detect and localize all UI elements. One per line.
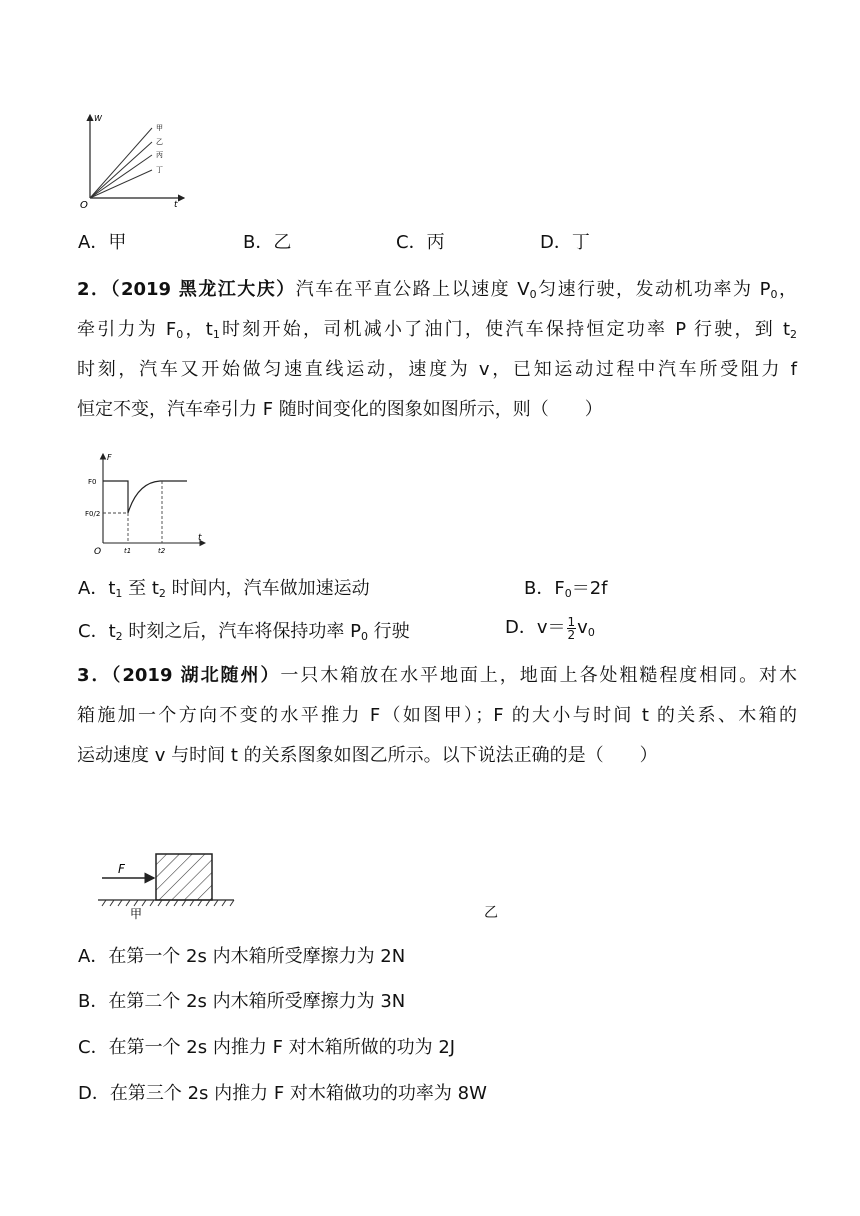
q3-stem <box>77 656 797 776</box>
q1-label-yi: 乙 <box>156 138 163 146</box>
q2-x-label: t <box>198 533 202 543</box>
q2-text: 匀速行驶，发动机功率为 P <box>536 279 771 300</box>
fig-jia-caption: 甲 <box>130 907 143 921</box>
q3-number: 3． <box>77 665 112 686</box>
q2-text: 汽车在平直公路上以速度 V <box>295 279 530 300</box>
q1-line-ding <box>90 170 152 198</box>
q2-opt-text: D．v＝ <box>505 617 566 638</box>
q1-y-label: W <box>94 114 102 123</box>
q1-x-label: t <box>174 200 178 210</box>
q3-force-time-chart <box>278 790 478 915</box>
q1-label-ding: 丁 <box>156 166 163 174</box>
q3-stem-line-2: 箱施加一个方向不变的水平推力 F（如图甲）；F 的大小与时间 t 的关系、木箱的 <box>77 705 797 726</box>
q1-origin: O <box>80 200 88 211</box>
q1-option-b[interactable]: B．乙 <box>243 232 292 253</box>
q2-opt-text: ＝2f <box>571 578 608 599</box>
q2-sub: 1 <box>212 328 220 341</box>
q2-opt-text: 至 t <box>122 578 159 599</box>
q2-opt-sub: 1 <box>115 587 123 600</box>
q3-source: （2019 湖北随州） <box>111 665 281 686</box>
q2-fraction <box>567 616 577 641</box>
q1-label-jia: 甲 <box>156 124 163 132</box>
q3-option-d[interactable]: D．在第三个 2s 内推力 F 对木箱做功的功率为 8W <box>78 1083 487 1104</box>
q1-line-bing <box>90 155 152 198</box>
q3-stem-line-3: 运动速度 v 与时间 t 的关系图象如图乙所示。以下说法正确的是（ ） <box>77 745 658 766</box>
q2-stem-line-2 <box>77 310 797 350</box>
q2-tick-t2: t2 <box>158 547 166 555</box>
q2-ft-graph <box>85 450 208 557</box>
q2-tick-t1: t1 <box>124 547 132 555</box>
q2-text: ， <box>777 279 797 300</box>
q3-option-c[interactable]: C．在第一个 2s 内推力 F 对木箱所做的功为 2J <box>78 1037 456 1058</box>
q3-velocity-time-chart <box>515 790 715 915</box>
q2-y-label: F <box>107 453 112 462</box>
q2-option-a[interactable] <box>78 574 370 600</box>
q2-source: （2019 黑龙江大庆） <box>110 279 296 300</box>
q2-opt-sub: 2 <box>158 587 166 600</box>
q2-opt-sub: 0 <box>587 626 595 639</box>
q1-option-d[interactable]: D．丁 <box>540 232 590 253</box>
q2-force-curve <box>103 481 187 513</box>
q1-line-yi <box>90 142 152 198</box>
q2-text: 牵引力为 F <box>77 319 177 340</box>
q2-option-b[interactable] <box>524 574 608 600</box>
force-label: F <box>118 862 125 876</box>
q3-text: 一只木箱放在水平地面上，地面上各处粗糙程度相同。对木 <box>280 665 798 686</box>
q2-sub: 0 <box>176 328 184 341</box>
q2-sub: 0 <box>529 288 537 301</box>
q1-option-a[interactable]: A．甲 <box>78 232 127 253</box>
q1-label-bing: 丙 <box>156 151 163 159</box>
wooden-box <box>156 854 212 900</box>
q2-opt-text: v <box>577 617 588 638</box>
q2-opt-text: A．t <box>78 578 116 599</box>
q2-origin: O <box>94 547 102 557</box>
q2-option-d[interactable] <box>505 613 595 641</box>
q2-stem-line-4: 恒定不变，汽车牵引力 F 随时间变化的图象如图所示，则（ ） <box>77 399 603 420</box>
q2-frac-num: 1 <box>567 614 576 629</box>
q3-option-a[interactable]: A．在第一个 2s 内木箱所受摩擦力为 2N <box>78 946 406 967</box>
q2-opt-sub: 2 <box>115 630 123 643</box>
q1-line-jia <box>90 128 152 198</box>
q1-wt-graph <box>80 110 190 210</box>
q3-stem-line-1 <box>77 656 797 696</box>
q2-stem <box>77 270 797 430</box>
q2-opt-text: B．F <box>524 578 565 599</box>
q2-opt-text: 时刻之后，汽车将保持功率 P <box>122 621 361 642</box>
q2-opt-sub: 0 <box>360 630 368 643</box>
q2-stem-line-1 <box>77 270 797 310</box>
q3-box-figure <box>96 848 236 920</box>
q1-option-c[interactable]: C．丙 <box>396 232 445 253</box>
q2-tick-f0: F0 <box>88 478 97 486</box>
q2-option-c[interactable] <box>78 617 410 643</box>
q2-number: 2． <box>77 279 111 300</box>
q2-opt-sub: 0 <box>564 587 572 600</box>
q2-text: 时刻开始，司机减小了油门，使汽车保持恒定功率 P 行驶，到 t <box>219 319 791 340</box>
q2-opt-text: 行驶 <box>367 621 410 642</box>
q2-opt-text: C．t <box>78 621 116 642</box>
q3-option-b[interactable]: B．在第二个 2s 内木箱所受摩擦力为 3N <box>78 991 406 1012</box>
q2-text: ，t <box>183 319 213 340</box>
q2-sub: 2 <box>790 328 798 341</box>
q2-sub: 0 <box>770 288 778 301</box>
q2-opt-text: 时间内，汽车做加速运动 <box>165 578 370 599</box>
q2-tick-f0half: F0/2 <box>85 510 101 518</box>
fig-yi-caption: 乙 <box>484 905 498 921</box>
ground-hatching <box>102 900 234 906</box>
q2-frac-den: 2 <box>567 627 576 642</box>
q2-stem-line-3: 时刻，汽车又开始做匀速直线运动，速度为 v，已知运动过程中汽车所受阻力 f <box>77 359 797 380</box>
